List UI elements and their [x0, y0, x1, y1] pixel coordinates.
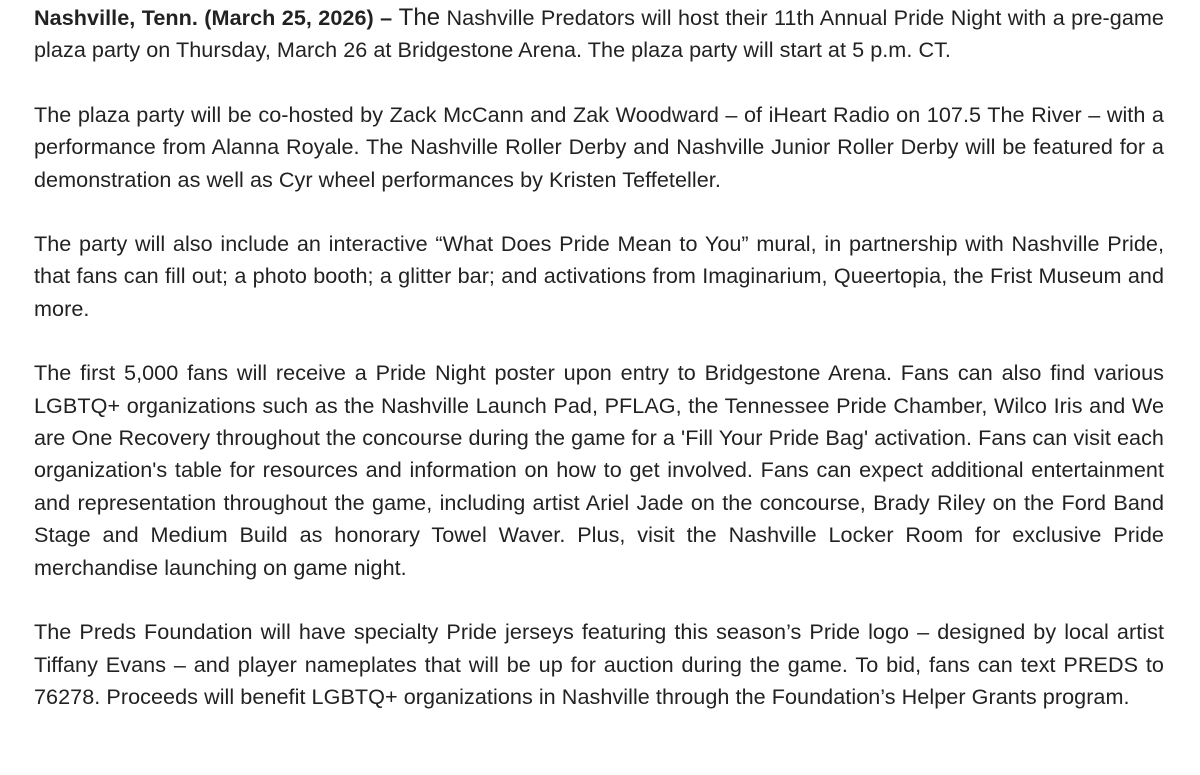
- dateline-dash: –: [373, 5, 399, 30]
- paragraph-foundation: The Preds Foundation will have specialty Pride jerseys featuring this season’s Pride logo – designed by local artist Tiffany Evans – and player nameplates that will be up for auction during the game. To bid, fans can text PREDS to 76278. Proceeds will benefit LGBTQ+ organizations in Nashville through the Foundation’s Helper Grants program.: [34, 619, 1164, 709]
- intro-text: Nashville Predators will host their 11th Annual Pride Night with a pre-game plaza party on Thursday, March 26 at Bridgestone Arena. The plaza party will start at 5 p.m. CT.: [34, 5, 1164, 63]
- lead-word: The: [398, 4, 441, 31]
- paragraph-intro: [34, 2, 1164, 67]
- dateline: Nashville, Tenn. (March 25, 2026): [34, 5, 374, 30]
- paragraph-activities: The party will also include an interactive “What Does Pride Mean to You” mural, in partnership with Nashville Pride, that fans can fill out; a photo booth; a glitter bar; and activations from Imaginarium, Queertopia, the Frist Museum and more.: [34, 231, 1164, 321]
- paragraph-hosts: The plaza party will be co-hosted by Zack McCann and Zak Woodward – of iHeart Radio on 107.5 The River – with a performance from Alanna Royale. The Nashville Roller Derby and Nashville Junior Roller Derby will be featured for a demonstration as well as Cyr wheel performances by Kristen Teffeteller.: [34, 101, 1164, 192]
- paragraph-giveaways: The first 5,000 fans will receive a Pride Night poster upon entry to Bridgestone Arena. Fans can also find various LGBTQ+ organizations such as the Nashville Launch Pad, PFLAG, the Tennessee Pride Chamber, Wilco Iris and We are One Recovery throughout the concourse during the game for a 'Fill Your Pride Bag' activation. Fans can visit each organization's table for resources and information on how to get involved. Fans can expect additional entertainment and representation throughout the game, including artist Ariel Jade on the concourse, Brady Riley on the Ford Band Stage and Medium Build as honorary Towel Waver. Plus, visit the Nashville Locker Room for exclusive Pride merchandise launching on game night.: [34, 360, 1164, 580]
- press-release-body: [34, 2, 1164, 713]
